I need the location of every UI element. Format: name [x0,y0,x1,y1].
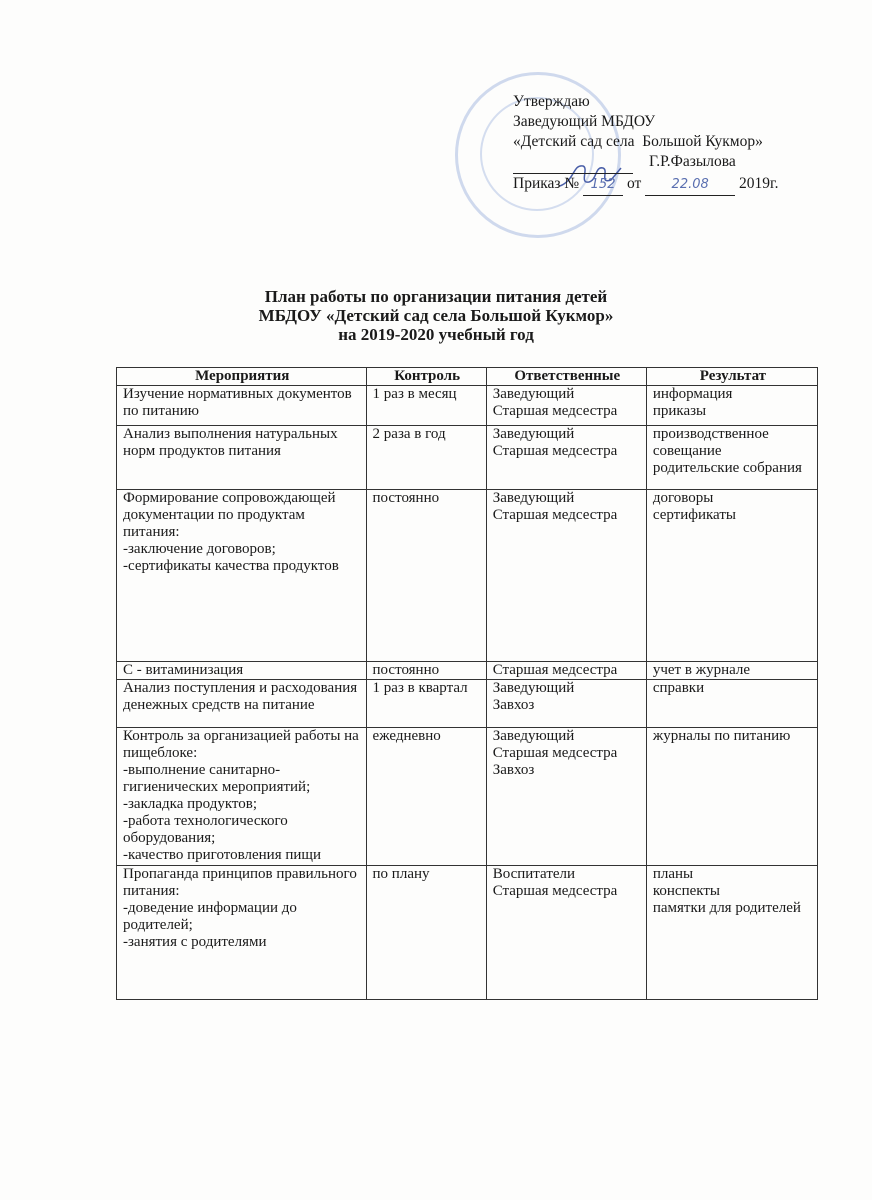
header-cell: Мероприятия [117,368,367,386]
table-cell: производственное совещание родительские собрания [646,426,817,490]
table-cell: ежедневно [366,728,486,866]
table-cell: планы конспекты памятки для родителей [646,866,817,1000]
table-header [117,368,818,386]
table-cell: Заведующий Старшая медсестра Завхоз [486,728,646,866]
approval-line: Утверждаю [513,93,590,110]
table-row [117,386,818,426]
table-cell: учет в журнале [646,662,817,680]
table-cell: 1 раз в квартал [366,680,486,728]
table-cell: 1 раз в месяц [366,386,486,426]
signer-name: Г.Р.Фазылова [649,153,736,170]
table-cell: по плану [366,866,486,1000]
header-cell: Контроль [366,368,486,386]
table-row [117,728,818,866]
order-prefix: Приказ № [513,175,580,192]
order-date: 22.08 [645,175,735,196]
table-cell: Изучение нормативных документов по питанию [117,386,367,426]
table-cell: журналы по питанию [646,728,817,866]
table-cell: договоры сертификаты [646,490,817,662]
order-from: от [626,175,642,192]
approval-block [513,92,779,196]
table-cell: Заведующий Завхоз [486,680,646,728]
header-cell: Результат [646,368,817,386]
table-row [117,866,818,1000]
table-row [117,490,818,662]
table-cell: 2 раза в год [366,426,486,490]
table-cell: Заведующий Старшая медсестра [486,426,646,490]
table-cell: Старшая медсестра [486,662,646,680]
header-cell: Ответственные [486,368,646,386]
table-cell: С - витаминизация [117,662,367,680]
table-cell: постоянно [366,662,486,680]
table-cell: справки [646,680,817,728]
order-line [513,174,779,196]
title-line-1: План работы по организации питания детей [264,287,608,306]
table-row [117,426,818,490]
table-cell: Контроль за организацией работы на пищеблоке: -выполнение санитарно-гигиенических мероприятий; -закладка продуктов; -работа технологического оборудования; -качество приготовления пищи [117,728,367,866]
table-row [117,662,818,680]
table-cell: Заведующий Старшая медсестра [486,490,646,662]
approval-position: Заведующий МБДОУ [513,113,656,130]
table-row [117,680,818,728]
signature-line [513,152,779,174]
table-cell: Анализ выполнения натуральных норм продуктов питания [117,426,367,490]
table-cell: Заведующий Старшая медсестра [486,386,646,426]
document-title [0,287,872,344]
approval-org: «Детский сад села Большой Кукмор» [513,133,763,150]
table-cell: информация приказы [646,386,817,426]
title-line-2: МБДОУ «Детский сад села Большой Кукмор» [258,306,614,325]
table-cell: постоянно [366,490,486,662]
table-cell: Анализ поступления и расходования денежных средств на питание [117,680,367,728]
table-cell: Пропаганда принципов правильного питания: -доведение информации до родителей; -занятия с родителями [117,866,367,1000]
table-cell: Формирование сопровождающей документации по продуктам питания: -заключение договоров; -сертификаты качества продуктов [117,490,367,662]
title-line-3: на 2019-2020 учебный год [338,325,534,344]
plan-table [116,367,818,1000]
order-number: 152 [583,175,623,196]
table-cell: Воспитатели Старшая медсестра [486,866,646,1000]
order-year: 2019г. [739,175,779,192]
